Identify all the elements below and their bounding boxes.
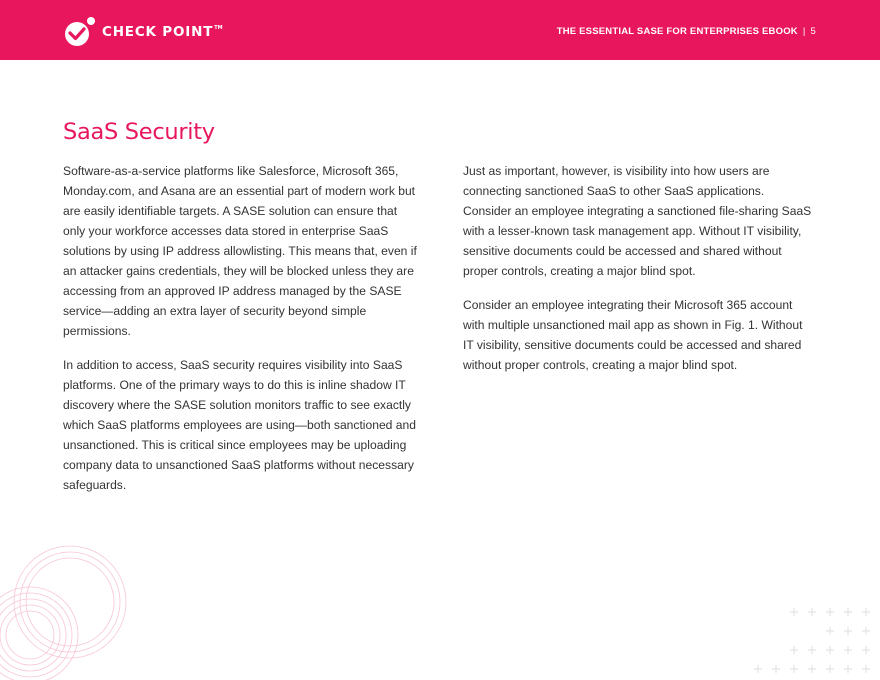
paragraph: Software-as-a-service platforms like Salesforce, Microsoft 365, Monday.com, and Asana are an essential part of modern work but are easily identifiable targets. A SASE solution can ensure that only your workforce accesses data stored in enterprise SaaS solutions by using IP address allowlisting. This means that, even if an attacker gains credentials, they will be blocked unless they are accessing from an approved IP address managed by the SASE service—adding an extra layer of security beyond simple permissions. (63, 164, 417, 338)
page-header (0, 0, 880, 60)
ebook-title: THE ESSENTIAL SASE FOR ENTERPRISES EBOOK (556, 26, 798, 37)
logo-trademark: TM (214, 25, 223, 32)
paragraph: In addition to access, SaaS security requires visibility into SaaS platforms. One of the primary ways to do this is inline shadow IT discovery where the SASE solution monitors traffic to see exactly which SaaS platforms employees are using—both sanctioned and unsanctioned. This is critical since employees may be uploading company data to unsanctioned SaaS platforms without necessary safeguards. (63, 358, 416, 492)
running-header (557, 26, 816, 37)
left-column (63, 161, 417, 509)
check-point-logo[interactable] (64, 17, 223, 49)
check-point-logo-icon (64, 16, 98, 50)
logo-wordmark: CHECK POINT™ (102, 24, 223, 41)
paragraph: Just as important, however, is visibility into how users are connecting sanctioned SaaS to other SaaS applications. Consider an employee integrating a sanctioned file-sharing SaaS with a lesser-known task management app. Without IT visibility, sensitive documents could be accessed and shared without proper controls, creating a major blind spot. (463, 164, 812, 278)
decorative-circles-pattern (0, 540, 140, 680)
header-separator: | (802, 26, 806, 37)
page-number: 5 (810, 26, 816, 37)
right-column (463, 161, 815, 389)
decorative-plus-pattern (750, 598, 880, 680)
section-title: SaaS Security (63, 119, 215, 145)
paragraph: Consider an employee integrating their Microsoft 365 account with multiple unsanctioned mail app as shown in Fig. 1. Without IT visibility, sensitive documents could be accessed and shared without proper controls, creating a major blind spot. (463, 298, 803, 372)
